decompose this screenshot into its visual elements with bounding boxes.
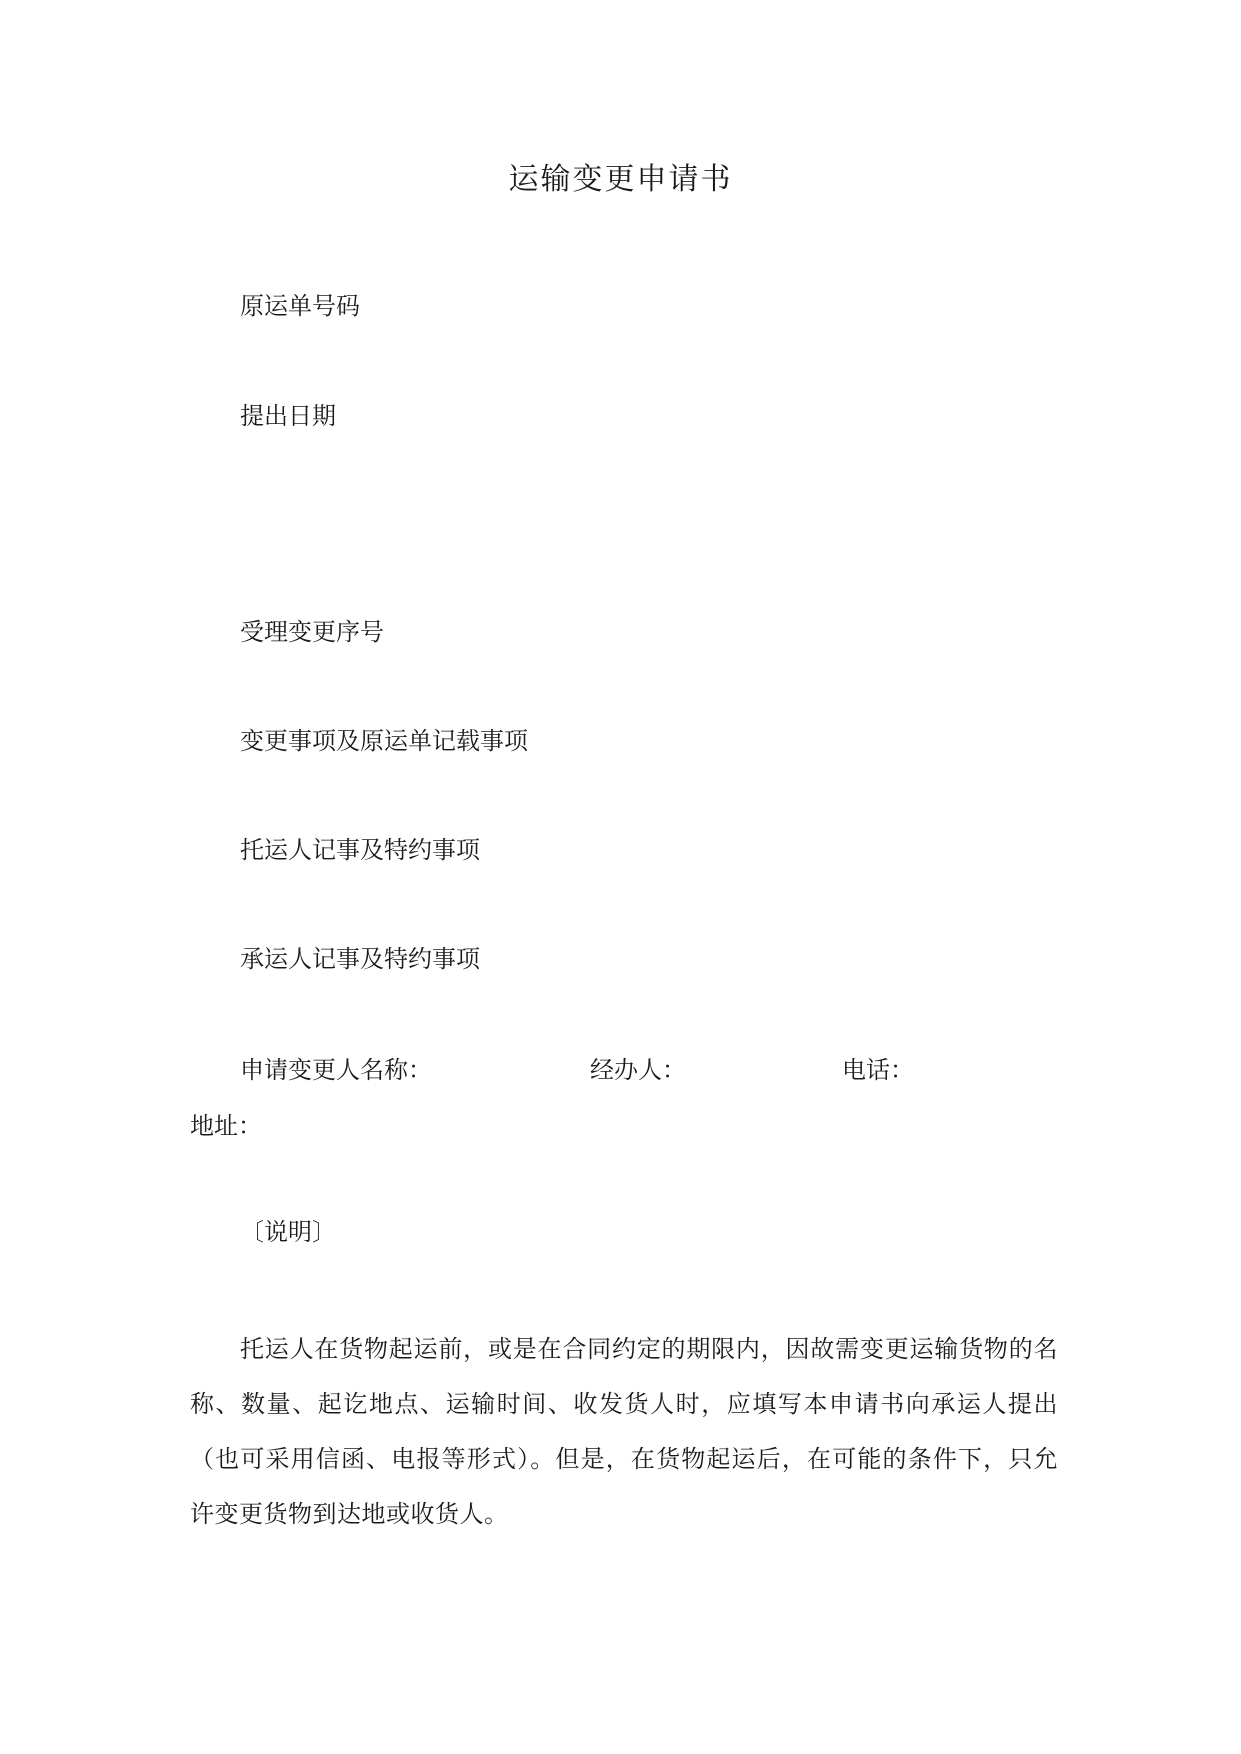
field-applicant-name: 申请变更人名称： [240, 1056, 432, 1084]
note-heading: 〔说明〕 [240, 1218, 336, 1246]
field-address: 地址： [190, 1112, 262, 1140]
field-handler: 经办人： [590, 1056, 686, 1084]
field-change-items: 变更事项及原运单记载事项 [240, 727, 528, 755]
field-carrier-notes: 承运人记事及特约事项 [240, 945, 480, 973]
note-body: 托运人在货物起运前，或是在合同约定的期限内，因故需变更运输货物的名称、数量、起讫地点、运输时间、收发货人时，应填写本申请书向承运人提出（也可采用信函、电报等形式）。但是，在货物起运后，在可能的条件下，只允许变更货物到达地或收货人。 [190, 1335, 1058, 1528]
field-phone: 电话： [842, 1056, 914, 1084]
field-shipper-notes: 托运人记事及特约事项 [240, 836, 480, 864]
field-original-waybill-no: 原运单号码 [240, 292, 360, 320]
field-change-serial-no: 受理变更序号 [240, 618, 384, 646]
field-submit-date: 提出日期 [240, 402, 336, 430]
document-title: 运输变更申请书 [508, 162, 733, 197]
